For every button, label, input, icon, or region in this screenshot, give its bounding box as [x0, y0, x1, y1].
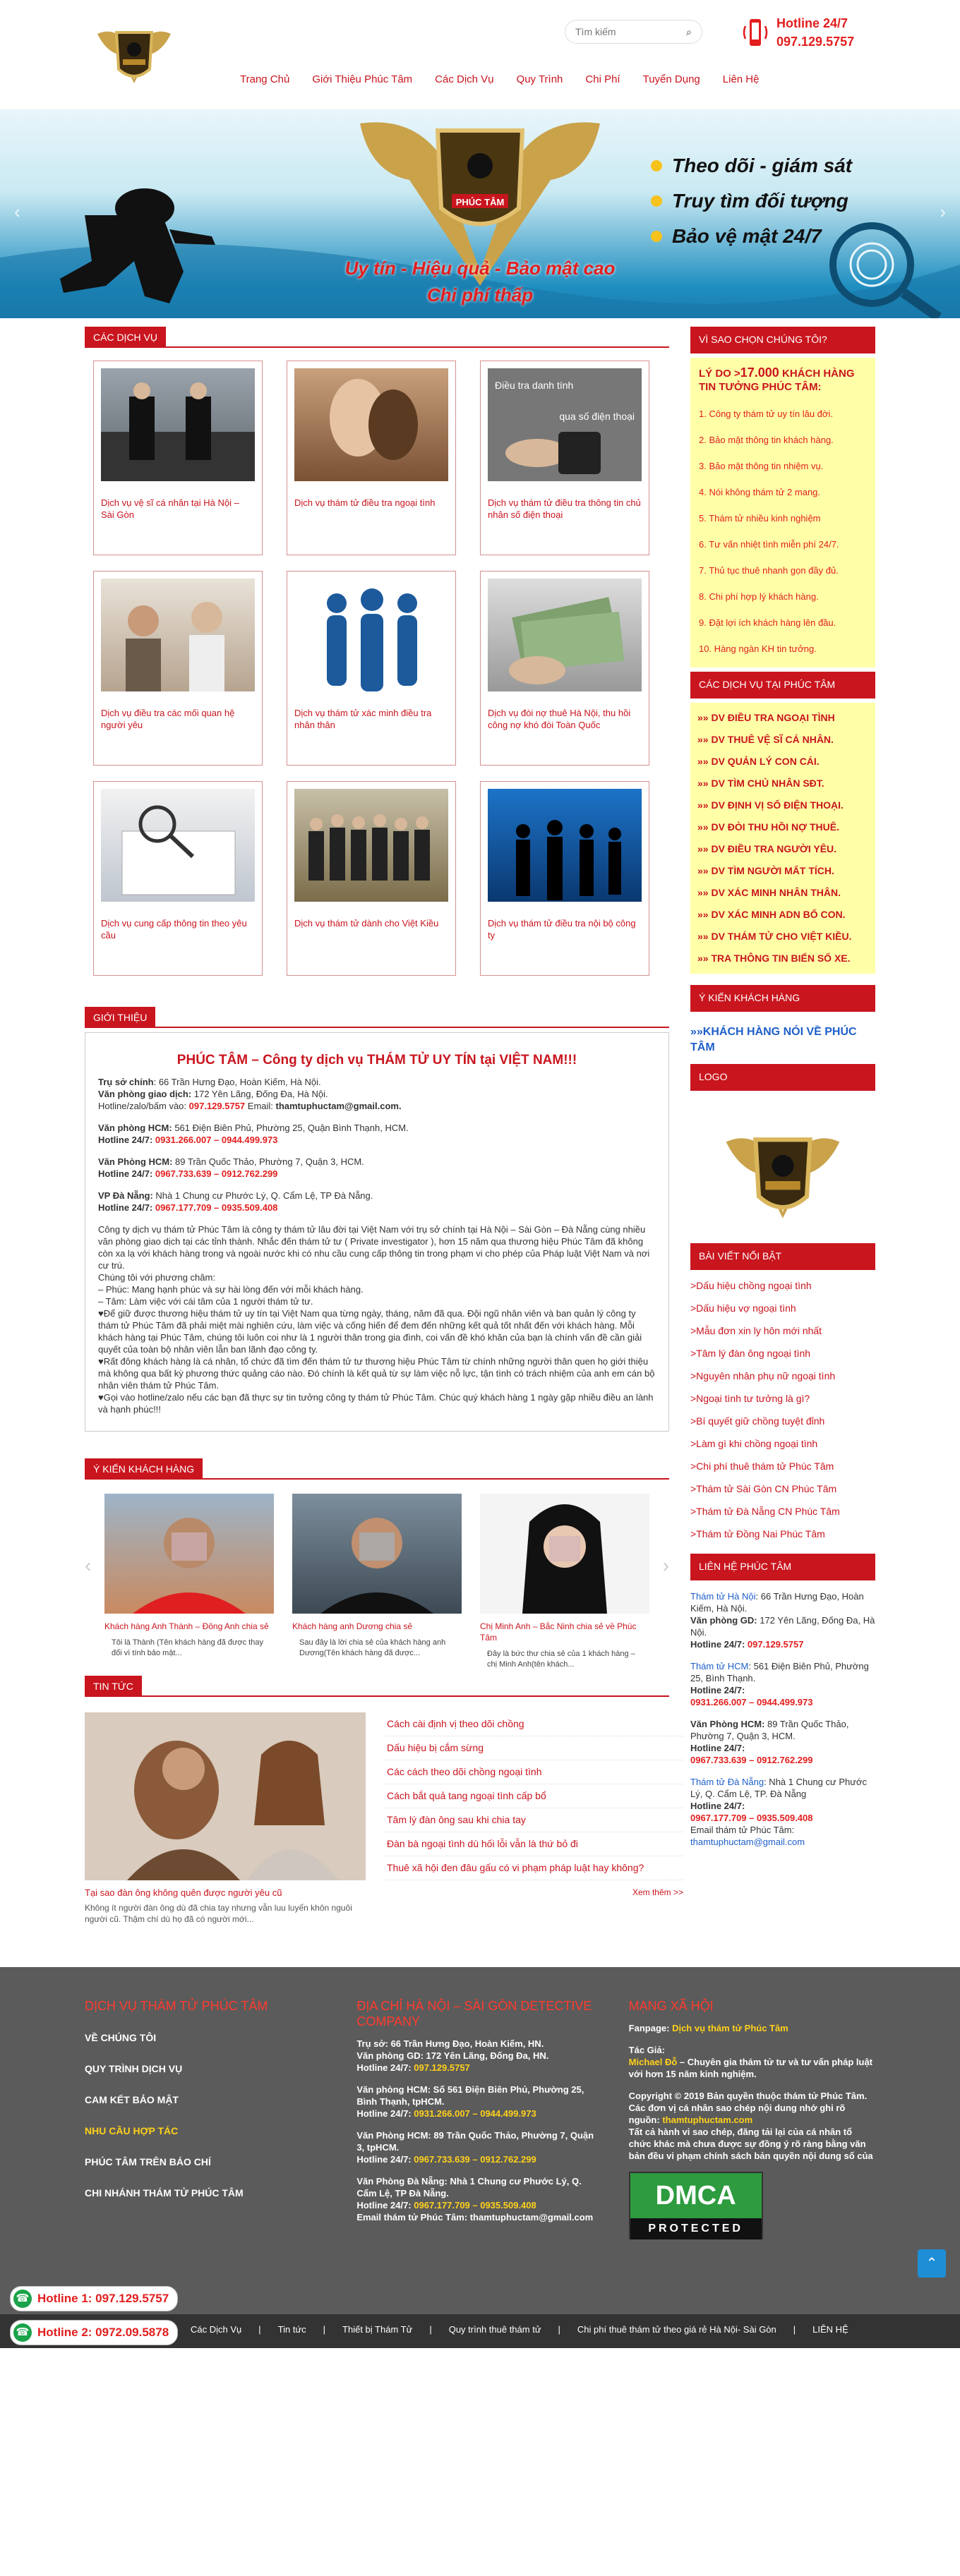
intro-headline: PHÚC TÂM – Công ty dịch vụ THÁM TỬ UY TÍN tại VIỆT NAM!!!	[176, 1053, 577, 1068]
why-item: 2. Bảo mật thông tin khách hàng.	[699, 435, 834, 445]
hero-banner	[0, 109, 960, 318]
sidebar-service-link[interactable]: »» DV QUẢN LÝ CON CÁI.	[697, 756, 820, 767]
services-heading: CÁC DỊCH VỤ	[85, 327, 669, 348]
service-caption[interactable]: Dịch vụ đòi nợ thuê Hà Nội, thu hồi công nợ khó đòi Toàn Quốc	[488, 708, 631, 730]
testimonial-photo[interactable]	[292, 1494, 462, 1614]
bottom-link[interactable]: Thiết bị Thám Tử	[342, 2324, 413, 2335]
intro-hcm1-hotline[interactable]: 0931.266.007 – 0944.499.973	[152, 1135, 278, 1145]
service-caption[interactable]: Dịch vụ cung cấp thông tin theo yêu cầu	[101, 918, 247, 941]
sidebar-services-list	[690, 703, 875, 974]
hotline-label: Hotline 24/7	[776, 16, 848, 30]
sidebar-service-link[interactable]: »» DV XÁC MINH NHÂN THÂN.	[697, 887, 841, 898]
service-image[interactable]	[488, 579, 642, 691]
footer-link[interactable]: PHÚC TÂM TRÊN BÁO CHÍ	[85, 2156, 211, 2167]
hotline-number[interactable]: 097.129.5757	[776, 35, 855, 49]
intro-paragraph: ♥Rất đông khách hàng là cá nhân, tổ chức đã tìm đến thám tử tư thương hiệu Phúc Tâm từ chính những người thân quen họ giới thiệu mà không qua bất kỳ phương thức quảng cáo nào. Đó chính là kết quả từ sự làm việc nỗ lực, tận tình có trách nhiệm của anh em cán bộ nhân viên thám tử Phúc Tâm.	[98, 1356, 655, 1391]
bottom-link[interactable]: Các Dịch Vụ	[191, 2324, 242, 2335]
bottom-link[interactable]: Tin tức	[277, 2324, 306, 2335]
service-card[interactable]	[93, 781, 263, 976]
intro-paragraph: – Tâm: Làm việc với cái tâm của 1 người thám tử tư.	[98, 1296, 313, 1307]
featured-news[interactable]	[85, 1712, 366, 1925]
news-list	[387, 1712, 683, 1880]
footer-services-title: DỊCH VỤ THÁM TỬ PHÚC TÂM	[85, 1999, 268, 2013]
why-box	[690, 358, 875, 667]
news-item[interactable]: Đàn bà ngoại tình dù hối lỗi vẫn là thứ bỏ đi	[387, 1832, 683, 1856]
testimonial-name[interactable]: Khách hàng Anh Thành – Đông Anh chia sẻ	[104, 1621, 269, 1631]
sidebar-logo-image	[716, 1109, 850, 1229]
carousel-next-icon[interactable]: ›	[662, 1554, 669, 1576]
contact-hn-label[interactable]: Thám tử Hà Nội	[690, 1591, 756, 1602]
search-box[interactable]	[565, 20, 702, 44]
featured-post-link[interactable]: >Thám tử Sài Gòn CN Phúc Tâm	[690, 1483, 837, 1494]
intro-hq-label: Trụ sở chính	[98, 1077, 154, 1087]
news-item[interactable]: Tâm lý đàn ông sau khi chia tay	[387, 1808, 683, 1832]
why-item: 8. Chi phí hợp lý khách hàng.	[699, 591, 819, 602]
footer-bottom-bar: Các Dịch Vụ | Tin tức | Thiết bị Thám Tử | Quy trình thuê thám tử | Chi phí thuê thám tử theo giá rẻ Hà Nội- Sài Gòn | LIÊN HỆ ☎ Hotline 2: 0972.09.5878	[0, 2314, 960, 2348]
search-icon[interactable]: ⌕	[686, 25, 692, 37]
footer-col-address: ĐỊA CHỈ HÀ NỘI – SÀI GÒN DETECTIVE COMPANY Trụ sở: 66 Trần Hưng Đạo, Hoàn Kiếm, HN. Văn phòng GD: 172 Yên Lãng, Đống Đa, HN. Hotline 24/7: 097.129.5757 Văn phòng HCM: Số 561 Điện Biên Phủ, Phường 25, Bình Thạnh, tpHCM. Hotline 24/7: 0931.266.007 – 0944.499.973 Văn Phòng HCM: 89 Trần Quốc Thảo, Phường 7, Quận 3, tpHCM. Hotline 24/7: 0967.733.639 – 0912.762.299 Văn Phòng Đà Nẵng: Nhà 1 Chung cư Phước Lý, Q. Cẩm Lệ, TP Đà Nẵng. Hotline 24/7: 0967.177.709 – 0935.509.408 Email thám tử Phúc Tâm: thamtuphuctam@gmail.com	[356, 1998, 603, 2239]
phone-icon: ☎	[13, 2323, 32, 2342]
sidebar-service-link[interactable]: »» DV ĐỊNH VỊ SỐ ĐIỆN THOẠI.	[697, 799, 844, 811]
service-caption[interactable]: Dịch vụ thám tử điều tra nội bộ công ty	[488, 918, 636, 941]
intro-hq: : 66 Trần Hưng Đạo, Hoàn Kiếm, Hà Nội.	[153, 1077, 321, 1087]
main-content	[85, 327, 683, 1925]
banner-slogan-1: Uy tín - Hiệu quả - Bảo mật cao	[344, 258, 616, 279]
carousel-prev-icon[interactable]: ‹	[85, 1554, 92, 1576]
featured-post-link[interactable]: >Dấu hiệu vợ ngoại tình	[690, 1302, 796, 1314]
nav-process[interactable]: Quy Trình	[516, 73, 563, 85]
featured-news-excerpt: Không ít người đàn ông dù đã chia tay nhưng vẫn luu luyến khôn nguôi người cũ. Thậm chí dù họ đã có người mới...	[85, 1903, 352, 1924]
search-input[interactable]	[575, 26, 674, 37]
why-headline: LÝ DO >17.000 KHÁCH HÀNG TIN TƯỞNG PHÚC TÂM:	[699, 365, 855, 393]
main-nav	[240, 71, 759, 89]
sidebar	[690, 327, 875, 1925]
featured-post-link[interactable]: >Dấu hiệu chồng ngoại tình	[690, 1280, 812, 1291]
header-hotline[interactable]	[741, 14, 854, 51]
contact-dn-hotline[interactable]: 0967.177.709 – 0935.509.408	[690, 1813, 813, 1823]
testimonial-text: Sau đây là lời chia sẻ của khách hàng anh Dương(Tên khách hàng đã được...	[299, 1638, 446, 1657]
why-item: 10. Hàng ngàn KH tin tưởng.	[699, 643, 817, 654]
service-image[interactable]	[488, 789, 642, 902]
service-image[interactable]	[294, 789, 448, 902]
service-card[interactable]	[287, 571, 456, 766]
service-card[interactable]	[93, 361, 263, 555]
testimonial-text: Tôi là Thành (Tên khách hàng đã được thay đổi vì tính bảo mật...	[112, 1638, 263, 1657]
sidebar-service-link[interactable]: »» DV TÌM CHỦ NHÂN SĐT.	[697, 778, 824, 789]
service-card[interactable]	[480, 781, 649, 976]
testimonial-photo[interactable]	[480, 1494, 649, 1614]
intro-paragraph: – Phúc: Mang hạnh phúc và sự hài lòng đến với mỗi khách hàng.	[98, 1284, 364, 1295]
contact-hcm-label[interactable]: Thám tử HCM	[690, 1661, 749, 1671]
feedback-link[interactable]: »»KHÁCH HÀNG NÓI VỀ PHÚC TÂM	[690, 1026, 857, 1053]
posts-heading: BÀI VIẾT NỔI BẬT	[690, 1243, 875, 1270]
footer-link[interactable]: QUY TRÌNH DỊCH VỤ	[85, 2063, 183, 2074]
service-caption[interactable]: Dịch vụ thám tử xác minh điều tra nhân thân	[294, 708, 432, 730]
service-image-text: Điều tra danh tính	[495, 380, 574, 391]
feature-bullets	[651, 160, 662, 242]
news-item[interactable]: Cách cài định vị theo dõi chồng	[387, 1712, 683, 1736]
sidebar-service-link[interactable]: »» DV TÌM NGƯỜI MẤT TÍCH.	[697, 865, 834, 876]
footer-address-title: ĐỊA CHỈ HÀ NỘI – SÀI GÒN DETECTIVE COMPANY	[356, 1999, 592, 2028]
services-grid	[85, 352, 669, 984]
why-item: 9. Đặt lợi ích khách hàng lên đầu.	[699, 617, 836, 628]
sidebar-service-link[interactable]: »» DV ĐÒI THU HỒI NỢ THUÊ.	[697, 821, 839, 833]
why-heading: VÌ SAO CHỌN CHÚNG TÔI?	[690, 327, 875, 353]
intro-hcm2-hotline[interactable]: 0967.733.639 – 0912.762.299	[152, 1168, 278, 1179]
service-card[interactable]	[287, 781, 456, 976]
banner-feature-1: Theo dõi - giám sát	[672, 155, 853, 176]
banner-feature-3: Bảo vệ mật 24/7	[672, 225, 822, 247]
intro-paragraph: ♥Để giữ được thương hiệu thám tử uy tín tại Việt Nam qua từng ngày, tháng, năm đã qua. Đội ngũ nhân viên và ban quản lý công ty thám tử Phúc Tâm đã phải miệt mài nghiên cứu, làm việc và cống hiến để đem đến những kết quả tốt nhất đến với khách hàng. Mỗi khách hàng tại Phúc Tâm, chúng tôi luôn coi như là 1 người thân trong gia đình, coi vấn đề khó khăn của bạn là chính vấn đề cần giải quyết của toàn bộ nhân viên lẫn ban lãnh đạo công ty.	[98, 1308, 642, 1355]
service-image[interactable]	[488, 368, 642, 481]
featured-post-link[interactable]: >Ngoại tình tư tưởng là gì?	[690, 1393, 810, 1404]
featured-post-link[interactable]: >Chi phí thuê thám tử Phúc Tâm	[690, 1461, 834, 1472]
bottom-link[interactable]: Quy trình thuê thám tử	[448, 2324, 541, 2335]
intro-paragraph: Công ty dịch vụ thám tử Phúc Tâm là công ty thám tử lâu đời tại Việt Nam với trụ sở chính tại Hà Nội – Sài Gòn – Đà Nẵng cùng nhiều văn phòng giao dịch tại các tỉnh thành. Nhắc đến thám tử tư ( Private investigator ), hơn 15 năm qua thương hiệu Phúc Tâm đã không còn xa lạ với khách hàng trong và ngoài nước khi có nhu cầu cung cấp thông tin trong phạm vi cho phép của Pháp luật Việt Nam và nơi cư trú.	[98, 1224, 650, 1271]
nav-services[interactable]: Các Dịch Vụ	[435, 73, 494, 85]
phone-icon	[741, 16, 769, 49]
footer-email[interactable]: thamtuphuctam@gmail.com	[469, 2212, 594, 2223]
bottom-link[interactable]: Chi phí thuê thám tử theo giá rẻ Hà Nội- Sài Gòn	[577, 2324, 776, 2335]
intro-paragraph: Chúng tôi với phương châm:	[98, 1272, 215, 1283]
dmca-badge[interactable]: DMCA PROTECTED	[629, 2172, 763, 2239]
service-card[interactable]	[93, 571, 263, 766]
featured-post-link[interactable]: >Nguyên nhân phụ nữ ngoại tình	[690, 1370, 836, 1381]
banner-brand: PHÚC TÂM	[455, 197, 505, 207]
intro-heading: GIỚI THIỆU	[85, 1007, 669, 1028]
why-item: 4. Nói không thám tử 2 mang.	[699, 487, 821, 497]
footer-hotline[interactable]: 0931.266.007 – 0944.499.973	[414, 2108, 536, 2119]
site-footer	[0, 1967, 960, 2348]
why-item: 5. Thám tử nhiều kinh nghiệm	[699, 513, 821, 524]
why-item: 3. Bảo mật thông tin nhiệm vụ.	[699, 461, 824, 471]
sidebar-services-heading: CÁC DỊCH VỤ TẠI PHÚC TÂM	[690, 672, 875, 699]
footer-col-services	[85, 1998, 331, 2239]
contact-heading: LIÊN HỆ PHÚC TÂM	[690, 1554, 875, 1580]
footer-hotline[interactable]: 0967.733.639 – 0912.762.299	[414, 2154, 536, 2165]
banner-feature-2: Truy tìm đối tượng	[672, 190, 848, 212]
featured-post-link[interactable]: >Thám tử Đồng Nai Phúc Tâm	[690, 1528, 825, 1540]
news-item[interactable]: Dấu hiệu bị cắm sừng	[387, 1736, 683, 1760]
floating-hotline-2[interactable]: ☎ Hotline 2: 0972.09.5878	[10, 2320, 178, 2345]
footer-link[interactable]: NHU CẦU HỢP TÁC	[85, 2125, 179, 2136]
featured-post-link[interactable]: >Mẫu đơn xin ly hôn mới nhất	[690, 1325, 822, 1336]
phuc-tam-logo[interactable]	[92, 13, 176, 90]
contact-hn-hotline[interactable]: 097.129.5757	[745, 1639, 804, 1650]
intro-hcm2-hot-label: Hotline 24/7:	[98, 1168, 153, 1179]
why-item: 7. Thủ tục thuê nhanh gọn đầy đủ.	[699, 565, 839, 576]
why-list	[699, 401, 867, 662]
sidebar-logo	[690, 1095, 875, 1243]
sidebar-service-link[interactable]: »» TRA THÔNG TIN BIỂN SỐ XE.	[697, 953, 851, 964]
nav-home[interactable]: Trang Chủ	[240, 73, 290, 85]
sidebar-service-link[interactable]: »» DV THUÊ VỆ SĨ CÁ NHÂN.	[697, 734, 834, 745]
intro-office-label: Văn phòng giao dịch:	[98, 1089, 192, 1099]
contact-hcm-hotline[interactable]: 0931.266.007 – 0944.499.973	[690, 1697, 813, 1707]
service-card[interactable]	[480, 361, 649, 555]
footer-link[interactable]: CAM KẾT BẢO MẬT	[85, 2094, 179, 2105]
footer-col-social: MẠNG XÃ HỘI Fanpage: Dịch vụ thám tử Phúc Tâm Tác Giả: Michael Đỗ – Chuyên gia thám tử tư và tư vấn pháp luật với hơn 15 năm kinh nghiệm. Copyright © 2019 Bản quyền thuộc thám tử Phúc Tâm. Các đơn vị cá nhân sao chép nội dung nhớ ghi rõ nguồn: thamtuphuctam.com Tất cả hành vi sao chép, đăng tải lại của cá nhân tổ chức khác mà chưa được sự đồng ý rõ ràng bằng văn bản đều vi phạm chính sách bản quyền nội dung số của DMCA PROTECTED	[629, 1998, 875, 2239]
footer-hotline[interactable]: 097.129.5757	[414, 2062, 470, 2073]
intro-office: 172 Yên Lãng, Đống Đa, Hà Nội.	[191, 1089, 328, 1099]
service-image[interactable]	[101, 789, 255, 902]
intro-dn-hot-label: Hotline 24/7:	[98, 1202, 153, 1213]
testimonial-item[interactable]	[104, 1494, 274, 1656]
testimonials-heading: Ý KIẾN KHÁCH HÀNG	[85, 1458, 669, 1480]
feedback-heading: Ý KIẾN KHÁCH HÀNG	[690, 985, 875, 1012]
nav-about[interactable]: Giới Thiệu Phúc Tâm	[312, 73, 413, 85]
contact-email[interactable]: thamtuphuctam@gmail.com	[690, 1837, 805, 1847]
footer-social-title: MẠNG XÃ HỘI	[628, 1999, 714, 2013]
intro-email[interactable]: thamtuphuctam@gmail.com.	[275, 1101, 402, 1111]
intro-hcm1: 561 Điện Biên Phủ, Phường 25, Quận Bình Thạnh, HCM.	[172, 1123, 409, 1133]
logo-heading: LOGO	[690, 1064, 875, 1091]
why-item: 6. Tư vấn nhiệt tình miễn phí 24/7.	[699, 539, 839, 550]
testimonial-item[interactable]	[292, 1494, 462, 1656]
testimonial-photo[interactable]	[104, 1494, 274, 1614]
featured-post-link[interactable]: >Bí quyết giữ chồng tuyệt đỉnh	[690, 1415, 825, 1427]
service-card[interactable]	[480, 571, 649, 766]
featured-post-link[interactable]: >Thám tử Đà Nẵng CN Phúc Tâm	[690, 1506, 840, 1517]
testimonial-name[interactable]: Chị Minh Anh – Bắc Ninh chia sẻ về Phúc Tâm	[480, 1621, 637, 1643]
phone-icon: ☎	[13, 2290, 32, 2308]
footer-fanpage-link[interactable]: Dịch vụ thám tử Phúc Tâm	[672, 2023, 788, 2033]
service-image-text: qua số điện thoại	[559, 411, 635, 422]
service-caption[interactable]: Dịch vụ điều tra các mối quan hệ người yêu	[101, 708, 235, 730]
intro-email-label: Email:	[245, 1101, 276, 1111]
news-item[interactable]: Thuê xã hội đen đâu gấu có vi phạm pháp luật hay không?	[387, 1856, 683, 1880]
footer-author-link[interactable]: Michael Đỗ	[628, 2057, 678, 2067]
slider-prev-icon[interactable]: ‹	[14, 201, 20, 222]
news-section	[85, 1701, 683, 1925]
featured-news-image[interactable]	[85, 1712, 366, 1880]
sidebar-service-link[interactable]: »» DV ĐIỀU TRA NGOẠI TÌNH	[697, 712, 835, 723]
service-image[interactable]	[101, 579, 255, 691]
floating-hotline-1[interactable]: ☎ Hotline 1: 097.129.5757	[10, 2286, 178, 2311]
intro-dn: Nhà 1 Chung cư Phước Lý, Q. Cẩm Lệ, TP Đà Nẵng.	[152, 1190, 373, 1201]
intro-dn-hotline[interactable]: 0967.177.709 – 0935.509.408	[152, 1202, 278, 1213]
intro-section	[85, 1032, 669, 1432]
intro-hcm1-hot-label: Hotline 24/7:	[98, 1135, 153, 1145]
footer-link[interactable]: VỀ CHÚNG TÔI	[85, 2032, 157, 2043]
contact-dn-label[interactable]: Thám tử Đà Nẵng	[690, 1777, 764, 1787]
nav-careers[interactable]: Tuyển Dụng	[642, 73, 700, 85]
footer-link[interactable]: CHI NHÁNH THÁM TỬ PHÚC TÂM	[85, 2187, 244, 2199]
sidebar-service-link[interactable]: »» DV THÁM TỬ CHO VIỆT KIỀU.	[697, 931, 852, 942]
footer-source-link[interactable]: thamtuphuctam.com	[662, 2115, 753, 2125]
service-caption[interactable]: Dịch vụ vệ sĩ cá nhân tại Hà Nội – Sài Gòn	[101, 497, 239, 520]
featured-posts-list	[690, 1274, 875, 1545]
contact-box: Thám tử Hà Nội: 66 Trần Hưng Đạo, Hoàn Kiếm, Hà Nội. Văn phòng GD: 172 Yên Lãng, Đống Đa, Hà Nội. Hotline 24/7: 097.129.5757 Thám tử HCM: 561 Điện Biên Phủ, Phường 25, Bình Thạnh. Hotline 24/7: 0931.266.007 – 0944.499.973 Văn Phòng HCM: 89 Trần Quốc Thảo, Phường 7, Quận 3, HCM. Hotline 24/7: 0967.733.639 – 0912.762.299 Thám tử Đà Nẵng: Nhà 1 Chung cư Phước Lý, Q. Cẩm Lệ, TP. Đà Nẵng Hotline 24/7: 0967.177.709 – 0935.509.408 Email thám tử Phúc Tâm: thamtuphuctam@gmail.com	[690, 1591, 875, 1847]
service-caption[interactable]: Dịch vụ thám tử điều tra thông tin chủ nhân số điện thoại	[488, 497, 641, 520]
intro-hotline-label: Hotline/zalo/bấm vào:	[98, 1101, 189, 1111]
footer-hotline[interactable]: 0967.177.709 – 0935.509.408	[414, 2200, 536, 2211]
service-image[interactable]	[294, 579, 448, 691]
testimonial-text: Đây là bức thư chia sẻ của 1 khách hàng – chị Minh Anh(tên khách...	[487, 1650, 635, 1669]
intro-hcm1-label: Văn phòng HCM:	[98, 1123, 172, 1133]
featured-post-link[interactable]: >Tâm lý đàn ông ngoại tình	[690, 1348, 811, 1359]
testimonials-carousel	[85, 1484, 669, 1669]
service-image[interactable]	[294, 368, 448, 481]
service-image[interactable]	[101, 368, 255, 481]
featured-news-title[interactable]: Tại sao đàn ông không quên được người yêu cũ	[85, 1887, 282, 1898]
slider-next-icon[interactable]: ›	[940, 201, 946, 222]
nav-contact[interactable]: Liên Hệ	[722, 73, 760, 85]
site-header	[0, 0, 960, 109]
news-item[interactable]: Các cách theo dõi chồng ngoại tình	[387, 1760, 683, 1784]
banner-slogan-2: Chi phí thấp	[426, 284, 534, 306]
testimonial-item[interactable]	[480, 1494, 649, 1669]
news-more-link[interactable]: Xem thêm >>	[632, 1887, 683, 1897]
why-item: 1. Công ty thám tử uy tín lâu đời.	[699, 409, 833, 419]
sidebar-service-link[interactable]: »» DV XÁC MINH ADN BỐ CON.	[697, 909, 846, 920]
contact-hcm2-hotline[interactable]: 0967.733.639 – 0912.762.299	[690, 1755, 813, 1765]
featured-post-link[interactable]: >Làm gì khi chồng ngoại tình	[690, 1438, 818, 1449]
bottom-link[interactable]: LIÊN HỆ	[812, 2324, 848, 2335]
service-caption[interactable]: Dịch vụ thám tử điều tra ngoại tình	[294, 497, 436, 508]
testimonial-name[interactable]: Khách hàng anh Dương chia sẻ	[292, 1621, 413, 1631]
intro-hcm2: 89 Trần Quốc Thảo, Phường 7, Quận 3, HCM.	[172, 1156, 364, 1167]
intro-paragraph: ♥Gọi vào hotline/zalo nếu các bạn đã thực sự tin tưởng công ty thám tử Phúc Tâm. Chúc quý khách hàng 1 ngày gặp nhiều điều an lành và hạnh phúc!!!	[98, 1392, 654, 1415]
back-to-top-icon[interactable]: ⌃	[918, 2249, 946, 2278]
intro-dn-label: VP Đà Nẵng:	[98, 1190, 153, 1201]
sidebar-service-link[interactable]: »» DV ĐIỀU TRA NGƯỜI YÊU.	[697, 843, 837, 854]
service-card[interactable]	[287, 361, 456, 555]
intro-hcm2-label: Văn Phòng HCM:	[98, 1156, 173, 1167]
service-caption[interactable]: Dịch vụ thám tử dành cho Việt Kiều	[294, 918, 439, 929]
news-heading: TIN TỨC	[85, 1676, 669, 1697]
nav-pricing[interactable]: Chi Phí	[585, 73, 620, 85]
intro-hotline-number[interactable]: 097.129.5757	[188, 1101, 246, 1111]
news-item[interactable]: Cách bắt quả tang ngoại tình cấp bổ	[387, 1784, 683, 1808]
